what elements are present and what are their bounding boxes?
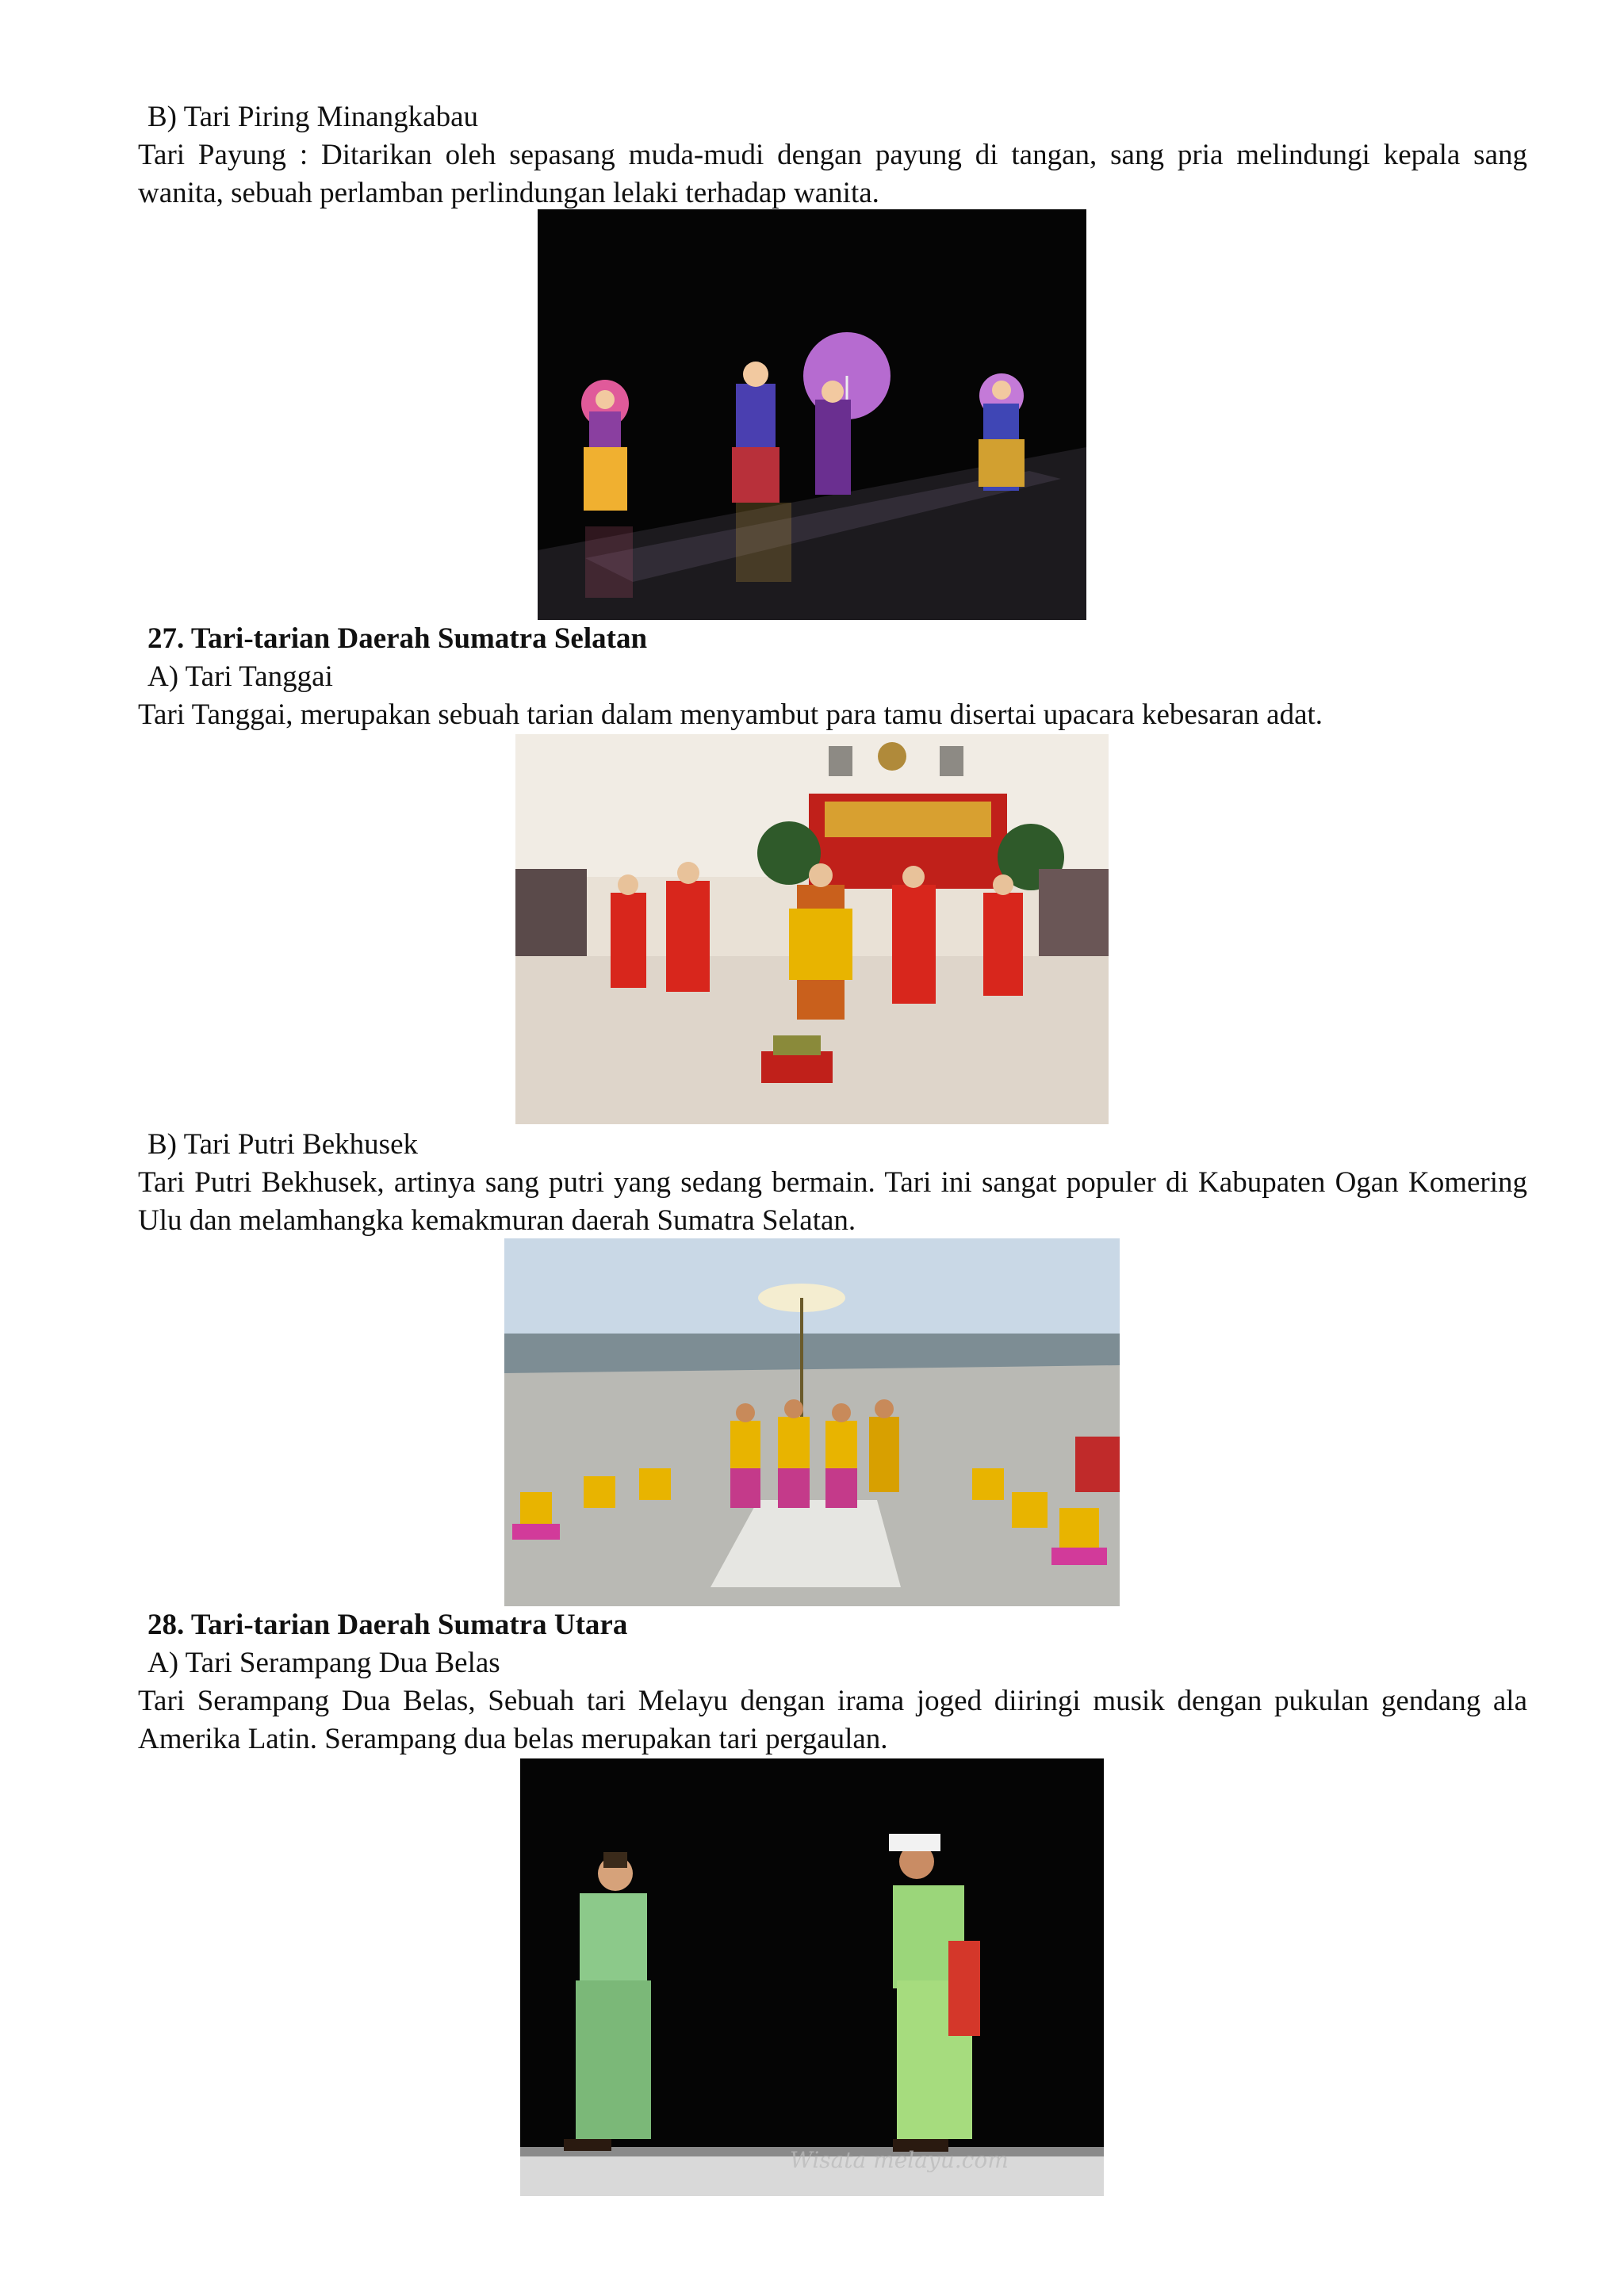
subheading-tari-putri-bekhusek: B) Tari Putri Bekhusek [147, 1128, 419, 1161]
paragraph-tari-tanggai: Tari Tanggai, merupakan sebuah tarian dalam menyambut para tamu disertai upacara kebesaran adat. [138, 698, 1323, 731]
subheading-tari-piring: B) Tari Piring Minangkabau [147, 101, 479, 133]
paragraph-tari-putri-bekhusek: Tari Putri Bekhusek, artinya sang putri yang sedang bermain. Tari ini sangat populer di Kabupaten Ogan Komering Ulu dan melamhangka kemakmuran daerah Sumatra Selatan. [138, 1166, 1527, 1237]
subheading-tari-serampang-dua-belas: A) Tari Serampang Dua Belas [147, 1647, 500, 1679]
photo-tari-payung [538, 209, 1086, 620]
paragraph-tari-serampang-dua-belas: Tari Serampang Dua Belas, Sebuah tari Melayu dengan irama joged diiringi musik dengan pukulan gendang ala Amerika Latin. Serampang dua belas merupakan tari pergaulan. [138, 1685, 1527, 1755]
subheading-tari-tanggai: A) Tari Tanggai [147, 660, 333, 693]
photo-tari-tanggai [515, 734, 1109, 1124]
photo-tari-putri-bekhusek [504, 1238, 1120, 1606]
photo-tari-serampang-dua-belas [520, 1758, 1104, 2196]
heading-sumatra-selatan: 27. Tari-tarian Daerah Sumatra Selatan [147, 622, 648, 655]
paragraph-tari-payung: Tari Payung : Ditarikan oleh sepasang muda-mudi dengan payung di tangan, sang pria melindungi kepala sang wanita, sebuah perlamban perlindungan lelaki terhadap wanita. [138, 139, 1527, 209]
photo-watermark: Wisata melayu.com [790, 2147, 1009, 2173]
heading-sumatra-utara: 28. Tari-tarian Daerah Sumatra Utara [147, 1609, 628, 1641]
